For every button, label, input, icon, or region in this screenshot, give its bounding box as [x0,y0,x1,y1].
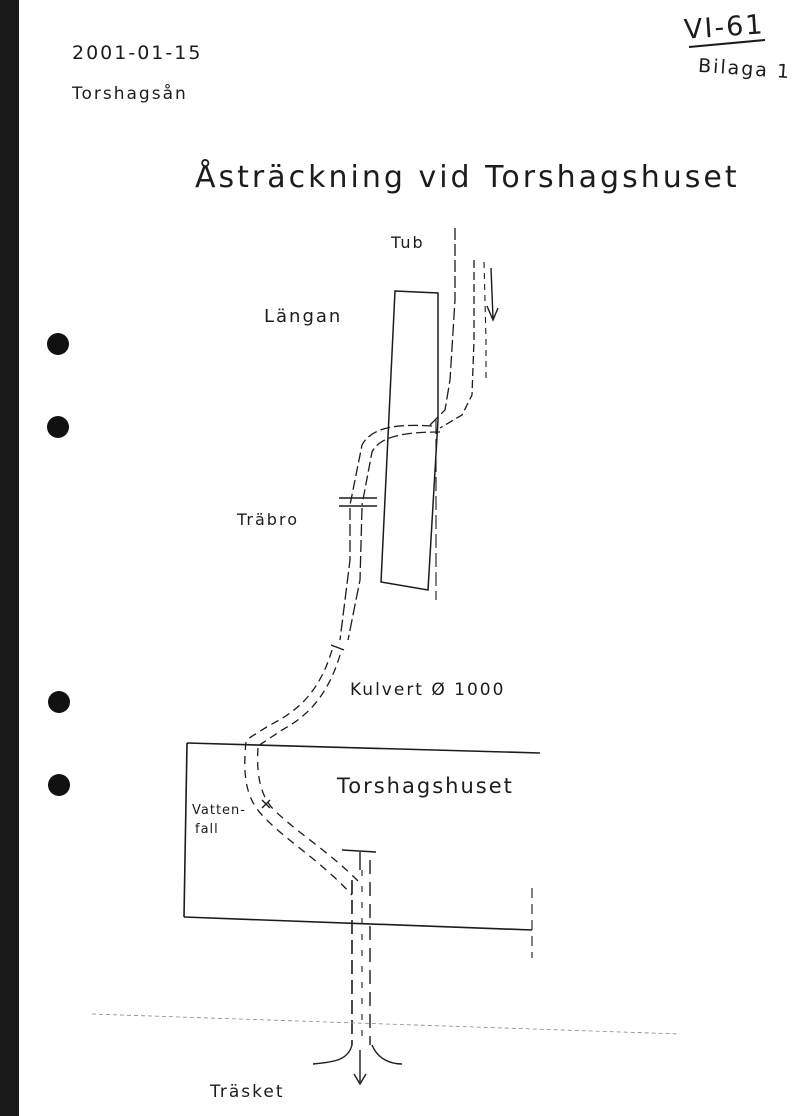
date-text: 2001-01-15 [72,42,203,64]
label-langan: Längan [264,306,343,327]
tub-left-bank [430,228,455,425]
location-text: Torshagsån [72,84,188,104]
culvert-inlet [331,645,344,650]
outlet-mark [342,850,376,870]
flow-arrow-icon [487,268,498,320]
label-vattenfall-line2: fall [195,822,219,837]
attachment-label: Bilaga 1 [697,54,792,84]
inner-channel-left [245,742,352,895]
reference-underline [689,40,765,47]
label-tub: Tub [391,233,425,252]
langan-building [381,291,438,590]
mouth-left [313,1045,352,1064]
torshagshuset-bottom-wall [184,917,532,930]
torshagshuset-top-wall [187,743,540,753]
stream-bank-lower [362,432,440,505]
tub-outer-bank [484,262,486,380]
label-trabro: Träbro [237,510,299,529]
culvert-right [258,655,340,746]
stream-bank-left [340,508,350,640]
inner-channel-right [258,748,362,885]
torshagshuset-left-wall [184,743,187,917]
reference-code: VI-61 [683,9,766,46]
outflow-arrow-icon [354,1050,366,1084]
label-trasket: Träsket [210,1082,285,1102]
shoreline-line [92,1014,680,1034]
label-vattenfall-line1: Vatten- [192,803,246,818]
page-title: Åsträckning vid Torshagshuset [195,160,740,195]
label-torshagshuset: Torshagshuset [337,774,514,798]
culvert-left [246,650,332,740]
tub-right-bank [440,260,474,428]
label-kulvert: Kulvert Ø 1000 [350,680,506,700]
trabro-bridge [339,498,377,506]
mouth-right [372,1045,402,1064]
